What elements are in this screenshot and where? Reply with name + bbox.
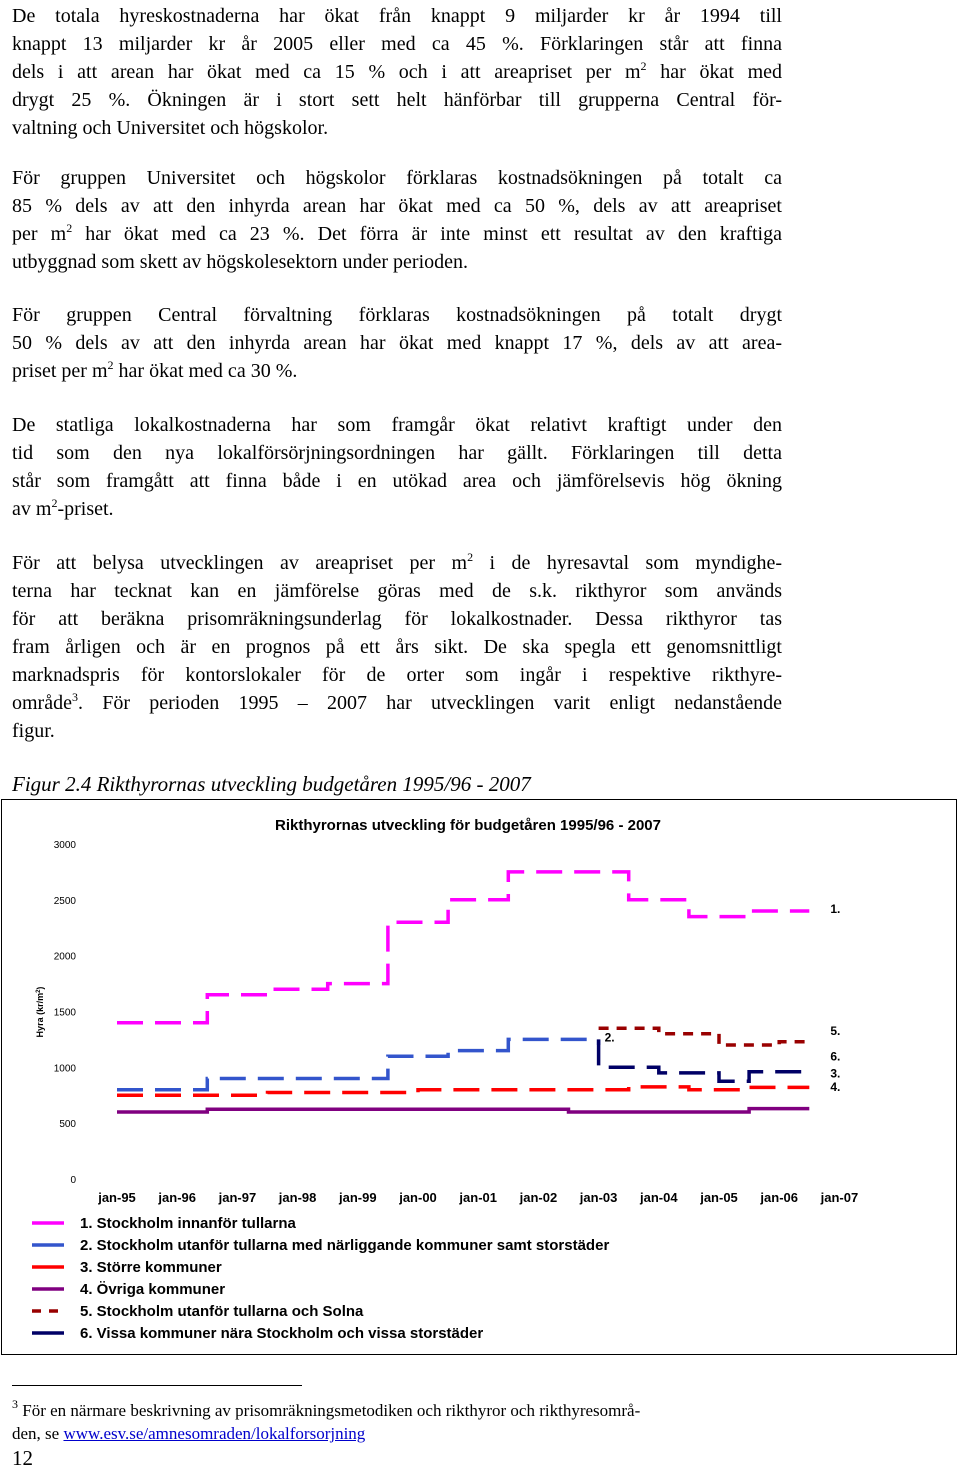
legend-label: 2. Stockholm utanför tullarna med närliggande kommuner samt storstäder [80, 1237, 610, 1254]
x-tick-label: jan-01 [459, 1190, 497, 1205]
series-end-label: 4. [830, 1079, 841, 1094]
paragraph-line: priset per $m^2$ har ökat med ca 30 %. [12, 358, 298, 382]
paragraph-line: marknadspris för kontorslokaler för de orter som ingår i respektive rikthyre- [12, 664, 782, 686]
paragraph-line: De statliga lokalkostnaderna har som framgår ökat relativt kraftigt under den [12, 414, 782, 436]
footnote-line-2: den, se www.esv.se/amnesomraden/lokalforsorjning [12, 1424, 366, 1443]
y-axis-label: Hyra $(kr/m^2)$ [35, 986, 45, 1038]
series-end-label: 3. [830, 1066, 841, 1081]
page-number: 12 [12, 1446, 33, 1470]
paragraph-5 [12, 549, 782, 745]
y-axis-ticks [54, 840, 77, 1186]
chart-title: Rikthyrornas utveckling för budgetåren 1995/96 - 2007 [275, 817, 661, 834]
y-tick-label: 1500 [53, 1007, 76, 1019]
paragraph-line: De totala hyreskostnaderna har ökat från knappt 9 miljarder kr år 1994 till [12, 5, 782, 27]
footnote-divider [12, 1385, 302, 1386]
paragraph-line: tid som den nya lokalförsörjningsordningen har gällt. Förklaringen till detta [12, 442, 782, 464]
legend-label: 6. Vissa kommuner nära Stockholm och vissa storstäder [80, 1325, 484, 1342]
x-tick-label: jan-04 [640, 1190, 678, 1205]
x-tick-label: jan-95 [98, 1190, 136, 1205]
y-tick-label: 2500 [53, 895, 76, 907]
paragraph-line: utbyggnad som skett av högskolesektorn under perioden. [12, 251, 469, 273]
series-end-labels [605, 902, 841, 1094]
x-tick-label: jan-05 [700, 1190, 738, 1205]
x-axis-ticks [97, 1190, 858, 1205]
line-chart [2, 800, 956, 1354]
paragraph-line: För gruppen Universitet och högskolor förklaras kostnadsökningen på totalt ca [12, 167, 782, 189]
paragraph-line: 85 % dels av att den inhyrda arean har ökat med ca 50 %, dels av att areapriset [12, 195, 782, 217]
y-tick-label: 2000 [53, 951, 76, 963]
series-end-label: 6. [830, 1049, 841, 1064]
paragraph-line: För att belysa utvecklingen av areapriset per $m^2$ i de hyresavtal som myndighe- [12, 550, 782, 574]
x-tick-label: jan-99 [339, 1190, 377, 1205]
paragraph-line: figur. [12, 720, 55, 742]
series-line-6 [599, 1039, 810, 1081]
series-line-4 [117, 1109, 809, 1112]
paragraph-line: dels i att arean har ökat med ca 15 % och i att areapriset per $m^2$ har ökat med [12, 59, 782, 83]
figure-caption: Figur 2.4 Rikthyrornas utveckling budgetåren 1995/96 - 2007 [12, 772, 531, 796]
paragraph-4 [12, 411, 782, 523]
paragraph-line: område$^3$. För perioden 1995 – 2007 har utvecklingen varit enligt nedanstående [12, 690, 782, 714]
footnote-number: 3 [12, 1397, 18, 1411]
legend-label: 4. Övriga kommuner [80, 1281, 226, 1298]
paragraph-3 [12, 301, 782, 385]
series-line-3 [117, 1087, 809, 1095]
x-tick-label: jan-97 [218, 1190, 257, 1205]
y-tick-label: 1000 [53, 1063, 76, 1075]
paragraph-line: per $m^2$ har ökat med ca 23 %. Det förra är inte minst ett resultat av den kraftiga [12, 221, 782, 245]
x-tick-label: jan-03 [579, 1190, 618, 1205]
paragraph-line: För gruppen Central förvaltning förklaras kostnadsökningen på totalt drygt [12, 304, 782, 326]
x-tick-label: jan-06 [760, 1190, 798, 1205]
legend-label: 3. Större kommuner [80, 1259, 222, 1276]
series-end-label: 2. [604, 1030, 615, 1045]
legend [32, 1215, 609, 1342]
paragraph-line: står som framgått att finna både i en utökad area och jämförelsevis hög ökning [12, 470, 782, 492]
series-line-1 [117, 872, 809, 1023]
paragraph-2 [12, 164, 782, 276]
footnote [12, 1399, 782, 1445]
paragraph-line: för att beräkna prisomräkningsunderlag för lokalkostnader. Dessa rikthyror tas [12, 608, 782, 630]
y-tick-label: 3000 [53, 840, 76, 851]
legend-label: 1. Stockholm innanför tullarna [80, 1215, 296, 1232]
series-end-label: 1. [830, 902, 841, 917]
x-tick-label: jan-02 [519, 1190, 558, 1205]
x-tick-label: jan-98 [278, 1190, 317, 1205]
paragraph-line: 50 % dels av att den inhyrda arean har ökat med knappt 17 %, dels av att area- [12, 332, 782, 354]
series-end-label: 5. [830, 1023, 841, 1038]
paragraph-line: valtning och Universitet och högskolor. [12, 117, 329, 139]
paragraph-line: knappt 13 miljarder kr år 2005 eller med ca 45 %. Förklaringen står att finna [12, 33, 782, 55]
x-tick-label: jan-07 [820, 1190, 859, 1205]
x-tick-label: jan-00 [399, 1190, 437, 1205]
x-tick-label: jan-96 [158, 1190, 196, 1205]
legend-label: 5. Stockholm utanför tullarna och Solna [80, 1303, 364, 1320]
footnote-link[interactable]: www.esv.se/amnesomraden/lokalforsorjning [63, 1424, 366, 1443]
series-line-5 [599, 1028, 810, 1045]
footnote-line-1: $^3$ För en närmare beskrivning av prisomräkningsmetodiken och rikthyror och rikthyresområ- [12, 1397, 641, 1420]
chart-container [1, 799, 957, 1355]
paragraph-line: av $m^2$-priset. [12, 496, 114, 520]
y-tick-label: 500 [59, 1119, 76, 1131]
paragraph-line: fram årligen och är en prognos på ett års sikt. De ska spegla ett genomsnittligt [12, 636, 782, 658]
series-line-2 [117, 1039, 599, 1089]
paragraph-1 [12, 2, 782, 142]
y-tick-label: 0 [70, 1175, 76, 1186]
paragraph-line: drygt 25 %. Ökningen är i stort sett helt hänförbar till grupperna Central för- [12, 89, 782, 111]
paragraph-line: terna har tecknat kan en jämförelse göras med de s.k. rikthyror som används [12, 580, 782, 602]
series-lines [117, 872, 809, 1112]
